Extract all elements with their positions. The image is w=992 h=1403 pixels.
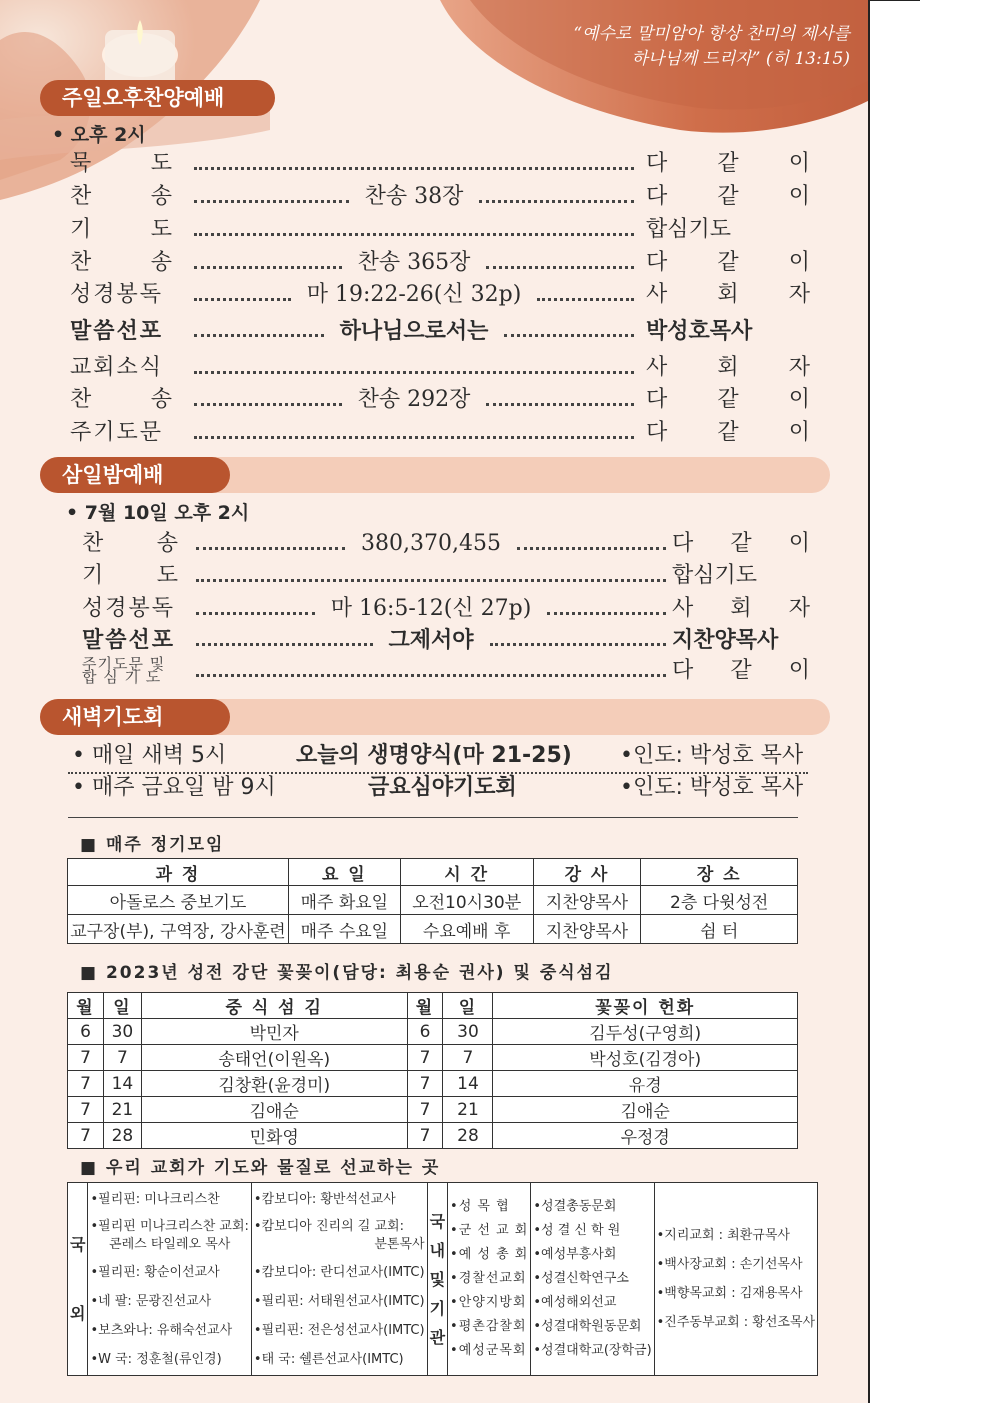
row-right-text: 다 같 이 [646,420,810,445]
table-row [68,915,798,944]
mission-item: •성결신학연구소 [533,1271,629,1286]
meetings-table [67,858,798,944]
mission-item: •보츠와나: 유해숙선교사 [90,1322,233,1338]
table-cell: 7 [407,1071,443,1097]
leader-dots [194,334,324,337]
mission-item: •백향목교회 : 김재용목사 [656,1286,803,1301]
table-cell: 28 [103,1123,141,1149]
leader-dots [504,334,634,337]
sunday-order-row [70,148,810,180]
row-middle-text: 380,370,455 [361,531,501,556]
row-middle-text: 찬송 38장 [364,184,464,209]
overseas-missions-col-1 [88,1183,251,1376]
scripture-verse [520,22,850,72]
mission-item: •필리핀: 황순이선교사 [90,1264,220,1280]
table-cell: 21 [443,1097,493,1123]
table-cell: 아돌로스 중보기도 [68,886,289,915]
wednesday-order-row [82,594,810,624]
table-row [68,1019,798,1045]
dawn-when: • 매일 새벽 5시 [72,743,227,768]
table-cell: 수요예배 후 [400,915,533,944]
lords-prayer-label: 주기도문 및 합 심 기 도 [82,655,166,686]
row-label: 교회소식 [70,355,164,380]
dawn-what: 금요심야기도회 [368,775,517,800]
table-cell: 7 [103,1045,141,1071]
top-edge-line [870,0,920,1]
row-middle-text: 하나님으로서는 [339,318,489,344]
table-cell: 지찬양목사 [533,886,641,915]
mission-item: •캄보디아: 황반석선교사 [253,1191,396,1207]
col-header: 요 일 [288,859,400,886]
domestic-missions-col-3 [654,1183,817,1376]
mission-item: •평촌감찰회 [450,1319,527,1334]
row-label: 기 도 [70,217,174,242]
sunday-order-row [70,384,810,416]
row-label: 주기도문 [70,420,164,445]
overseas-missions-col-2 [251,1183,427,1376]
sunday-order-row [70,279,810,311]
col-header: 강 사 [533,859,641,886]
table-cell: 송태언(이원옥) [141,1045,407,1071]
mission-item: •필리핀: 미나크리스찬 [90,1191,220,1207]
row-label: 찬 송 [70,250,174,275]
table-cell: 박성호(김경아) [493,1045,798,1071]
mission-item: •성 결 신 학 원 [533,1223,621,1238]
table-header-row [68,859,798,886]
leader-dots [196,674,666,677]
col-header: 시 간 [400,859,533,886]
table-row [68,886,798,915]
sunday-order-row [70,247,810,279]
leader-dots [486,266,634,269]
row-label: 말씀선포 [82,627,176,653]
mission-item: 관 [429,1327,446,1347]
table-row [68,1123,798,1149]
table-cell: 6 [68,1019,104,1045]
table-cell: 28 [443,1123,493,1149]
row-right-text: 박성호목사 [646,318,753,344]
mission-item: 및 [429,1269,446,1289]
leader-dots [194,200,349,203]
leader-dots [490,643,667,646]
col-header: 월 [68,993,104,1019]
mission-item: •필리핀: 서태원선교사(IMTC) [253,1293,425,1309]
table-cell: 매주 화요일 [288,886,400,915]
row-right-text: 지찬양목사 [672,627,779,653]
leader-dots [196,579,666,582]
mission-item: •백사장교회 : 손기선목사 [656,1257,803,1272]
wednesday-order-row [82,561,810,591]
table-cell: 21 [103,1097,141,1123]
col-header: 월 [407,993,443,1019]
row-label: 묵 도 [70,151,174,176]
mission-item: •예성해외선교 [533,1295,617,1310]
row-right-text: 다 같 이 [646,387,810,412]
table-cell: 오전10시30분 [400,886,533,915]
leader-dots [194,167,634,170]
table-cell: 우정경 [493,1123,798,1149]
leader-dots [537,298,634,301]
row-right-text: 사 회 자 [672,596,811,621]
leader-dots [196,643,373,646]
altar-table [67,992,798,1149]
row-right-text: 다 같 이 [646,250,810,275]
dawn-leader: •인도: 박성호 목사 [620,743,804,768]
table-cell: 30 [443,1019,493,1045]
col-header: 과 정 [68,859,289,886]
page-edge-line [868,0,870,1403]
mission-item: •성결대학교(장학금) [533,1343,652,1358]
sunday-order-row [70,352,810,384]
col-header: 중 식 섬 김 [141,993,407,1019]
sunday-order-row [70,315,810,347]
table-cell: 7 [407,1045,443,1071]
overseas-label: 국 외 [68,1183,88,1376]
leader-dots [479,200,634,203]
section-title-wednesday: 삼일밤예배 [40,457,230,493]
table-cell: 14 [443,1071,493,1097]
dawn-leader: •인도: 박성호 목사 [620,775,804,800]
row-middle-text: 마 19:22-26(신 32p) [306,282,522,307]
row-middle-text: 찬송 292장 [357,387,471,412]
table-cell: 김애순 [141,1097,407,1123]
domestic-missions-col-1 [448,1183,531,1376]
mission-item: •성결대학원동문회 [533,1319,642,1334]
leader-dots [486,403,634,406]
mission-item: 콘레스 타일레오 목사 [109,1236,231,1252]
table-cell: 지찬양목사 [533,915,641,944]
domestic-label [427,1183,447,1376]
table-row [68,1071,798,1097]
row-right-text: 합심기도 [672,563,758,588]
verse-line-2: 하나님께 드리자” (히 13:15) [631,49,850,69]
table-cell: 김창환(윤경미) [141,1071,407,1097]
table-cell: 유경 [493,1071,798,1097]
row-right-text: 다 같 이 [646,184,810,209]
mission-item: 내 [429,1240,446,1260]
mission-item: •캄보디아 진리의 길 교회: [253,1218,404,1234]
leader-dots [196,547,345,550]
leader-dots [517,547,666,550]
row-middle-text: 그제서야 [388,627,474,653]
table-cell: 30 [103,1019,141,1045]
table-cell: 7 [407,1097,443,1123]
dawn-what: 오늘의 생명양식(마 21-25) [296,743,572,768]
row-right-text: 합심기도 [646,217,732,242]
mission-item: •캄보디아: 란디선교사(IMTC) [253,1264,425,1280]
leader-dots [196,612,315,615]
sunday-time: • 오후 2시 [52,124,146,146]
mission-item: •안양지방회 [450,1295,527,1310]
sunday-order-row [70,214,810,246]
leader-dots [194,403,342,406]
table-cell: 7 [68,1045,104,1071]
table-row [68,1045,798,1071]
mission-item: •성 목 협 [450,1199,510,1214]
mission-item: •경찰선교회 [450,1271,527,1286]
row-label: 찬 송 [82,531,180,556]
table-cell: 7 [68,1071,104,1097]
table-cell: 2층 다윗성전 [641,886,798,915]
missions-heading: ■ 우리 교회가 기도와 물질로 선교하는 곳 [80,1158,441,1178]
sunday-order-row [70,417,810,449]
mission-item: 기 [429,1298,446,1318]
row-right-text: 사 회 자 [646,282,810,307]
mission-item: •진주동부교회 : 황선조목사 [656,1315,816,1330]
section-title-dawn: 새벽기도회 [40,699,230,735]
meetings-heading: ■ 매주 정기모임 [80,835,225,855]
table-cell: 민화영 [141,1123,407,1149]
table-cell: 교구장(부), 구역장, 강사훈련 [68,915,289,944]
dawn-row-daily [72,741,812,771]
mission-item: 분톤목사 [374,1236,425,1252]
section-title-sunday: 주일오후찬양예배 [40,80,275,116]
table-cell: 7 [68,1097,104,1123]
dawn-row-friday [72,773,812,803]
col-header: 장 소 [641,859,798,886]
domestic-missions-col-2 [531,1183,654,1376]
row-label: 찬 송 [70,387,174,412]
row-middle-text: 마 16:5-12(신 27p) [330,596,532,621]
missions-row [68,1183,818,1376]
table-cell: 김애순 [493,1097,798,1123]
table-cell: 14 [103,1071,141,1097]
dawn-when: • 매주 금요일 밤 9시 [72,775,276,800]
col-header: 일 [443,993,493,1019]
table-cell: 매주 수요일 [288,915,400,944]
table-header-row [68,993,798,1019]
missions-table [67,1182,818,1376]
table-row [68,1097,798,1123]
leader-dots [194,233,634,236]
altar-heading: ■ 2023년 성전 강단 꽃꽂이(담당: 최용순 권사) 및 중식섬김 [80,963,614,983]
leader-dots [194,371,634,374]
mission-item: •예 성 총 회 [450,1247,529,1262]
mission-item: •예성부흥사회 [533,1247,617,1262]
mission-item: •군 선 교 회 [450,1223,529,1238]
mission-item: •W 국: 정훈철(류인경) [90,1351,222,1367]
row-label: 성경봉독 [82,596,176,621]
row-right-text: 다 같 이 [672,658,810,683]
leader-dots [194,436,634,439]
row-label: 성경봉독 [70,282,164,307]
mission-item: 국 [429,1211,446,1231]
wednesday-order-row [82,625,810,655]
wednesday-row-lords-prayer [82,656,810,686]
table-cell: 쉼 터 [641,915,798,944]
col-header: 꽃꽂이 헌화 [493,993,798,1019]
wednesday-order-row [82,529,810,559]
row-label: 기 도 [82,563,180,588]
mission-item: •필리핀: 전은성선교사(IMTC) [253,1322,425,1338]
mission-item: •지리교회 : 최환규목사 [656,1228,790,1243]
table-cell: 박민자 [141,1019,407,1045]
divider-line [68,817,798,818]
row-label: 말씀선포 [70,318,164,344]
sunday-order-row [70,181,810,213]
mission-item: •네 팔: 문광진선교사 [90,1293,212,1309]
mission-item: •태 국: 쉘른선교사(IMTC) [253,1351,404,1367]
leader-dots [194,298,291,301]
verse-line-1: “예수로 말미암아 항상 찬미의 제사를 [573,24,850,44]
col-header: 일 [103,993,141,1019]
table-cell: 7 [443,1045,493,1071]
wednesday-time: • 7월 10일 오후 2시 [66,502,250,524]
mission-item: •성결총동문회 [533,1199,617,1214]
mission-item: •예성군목회 [450,1343,527,1358]
table-cell: 7 [407,1123,443,1149]
leader-dots [547,612,666,615]
row-right-text: 다 같 이 [672,531,810,556]
mission-item: •필리핀 미나크리스찬 교회: [90,1218,249,1234]
leader-dots [194,266,342,269]
table-cell: 김두성(구영희) [493,1019,798,1045]
table-cell: 7 [68,1123,104,1149]
row-middle-text: 찬송 365장 [357,250,471,275]
row-right-text: 사 회 자 [646,355,810,380]
row-right-text: 다 같 이 [646,151,810,176]
row-label: 찬 송 [70,184,174,209]
table-cell: 6 [407,1019,443,1045]
